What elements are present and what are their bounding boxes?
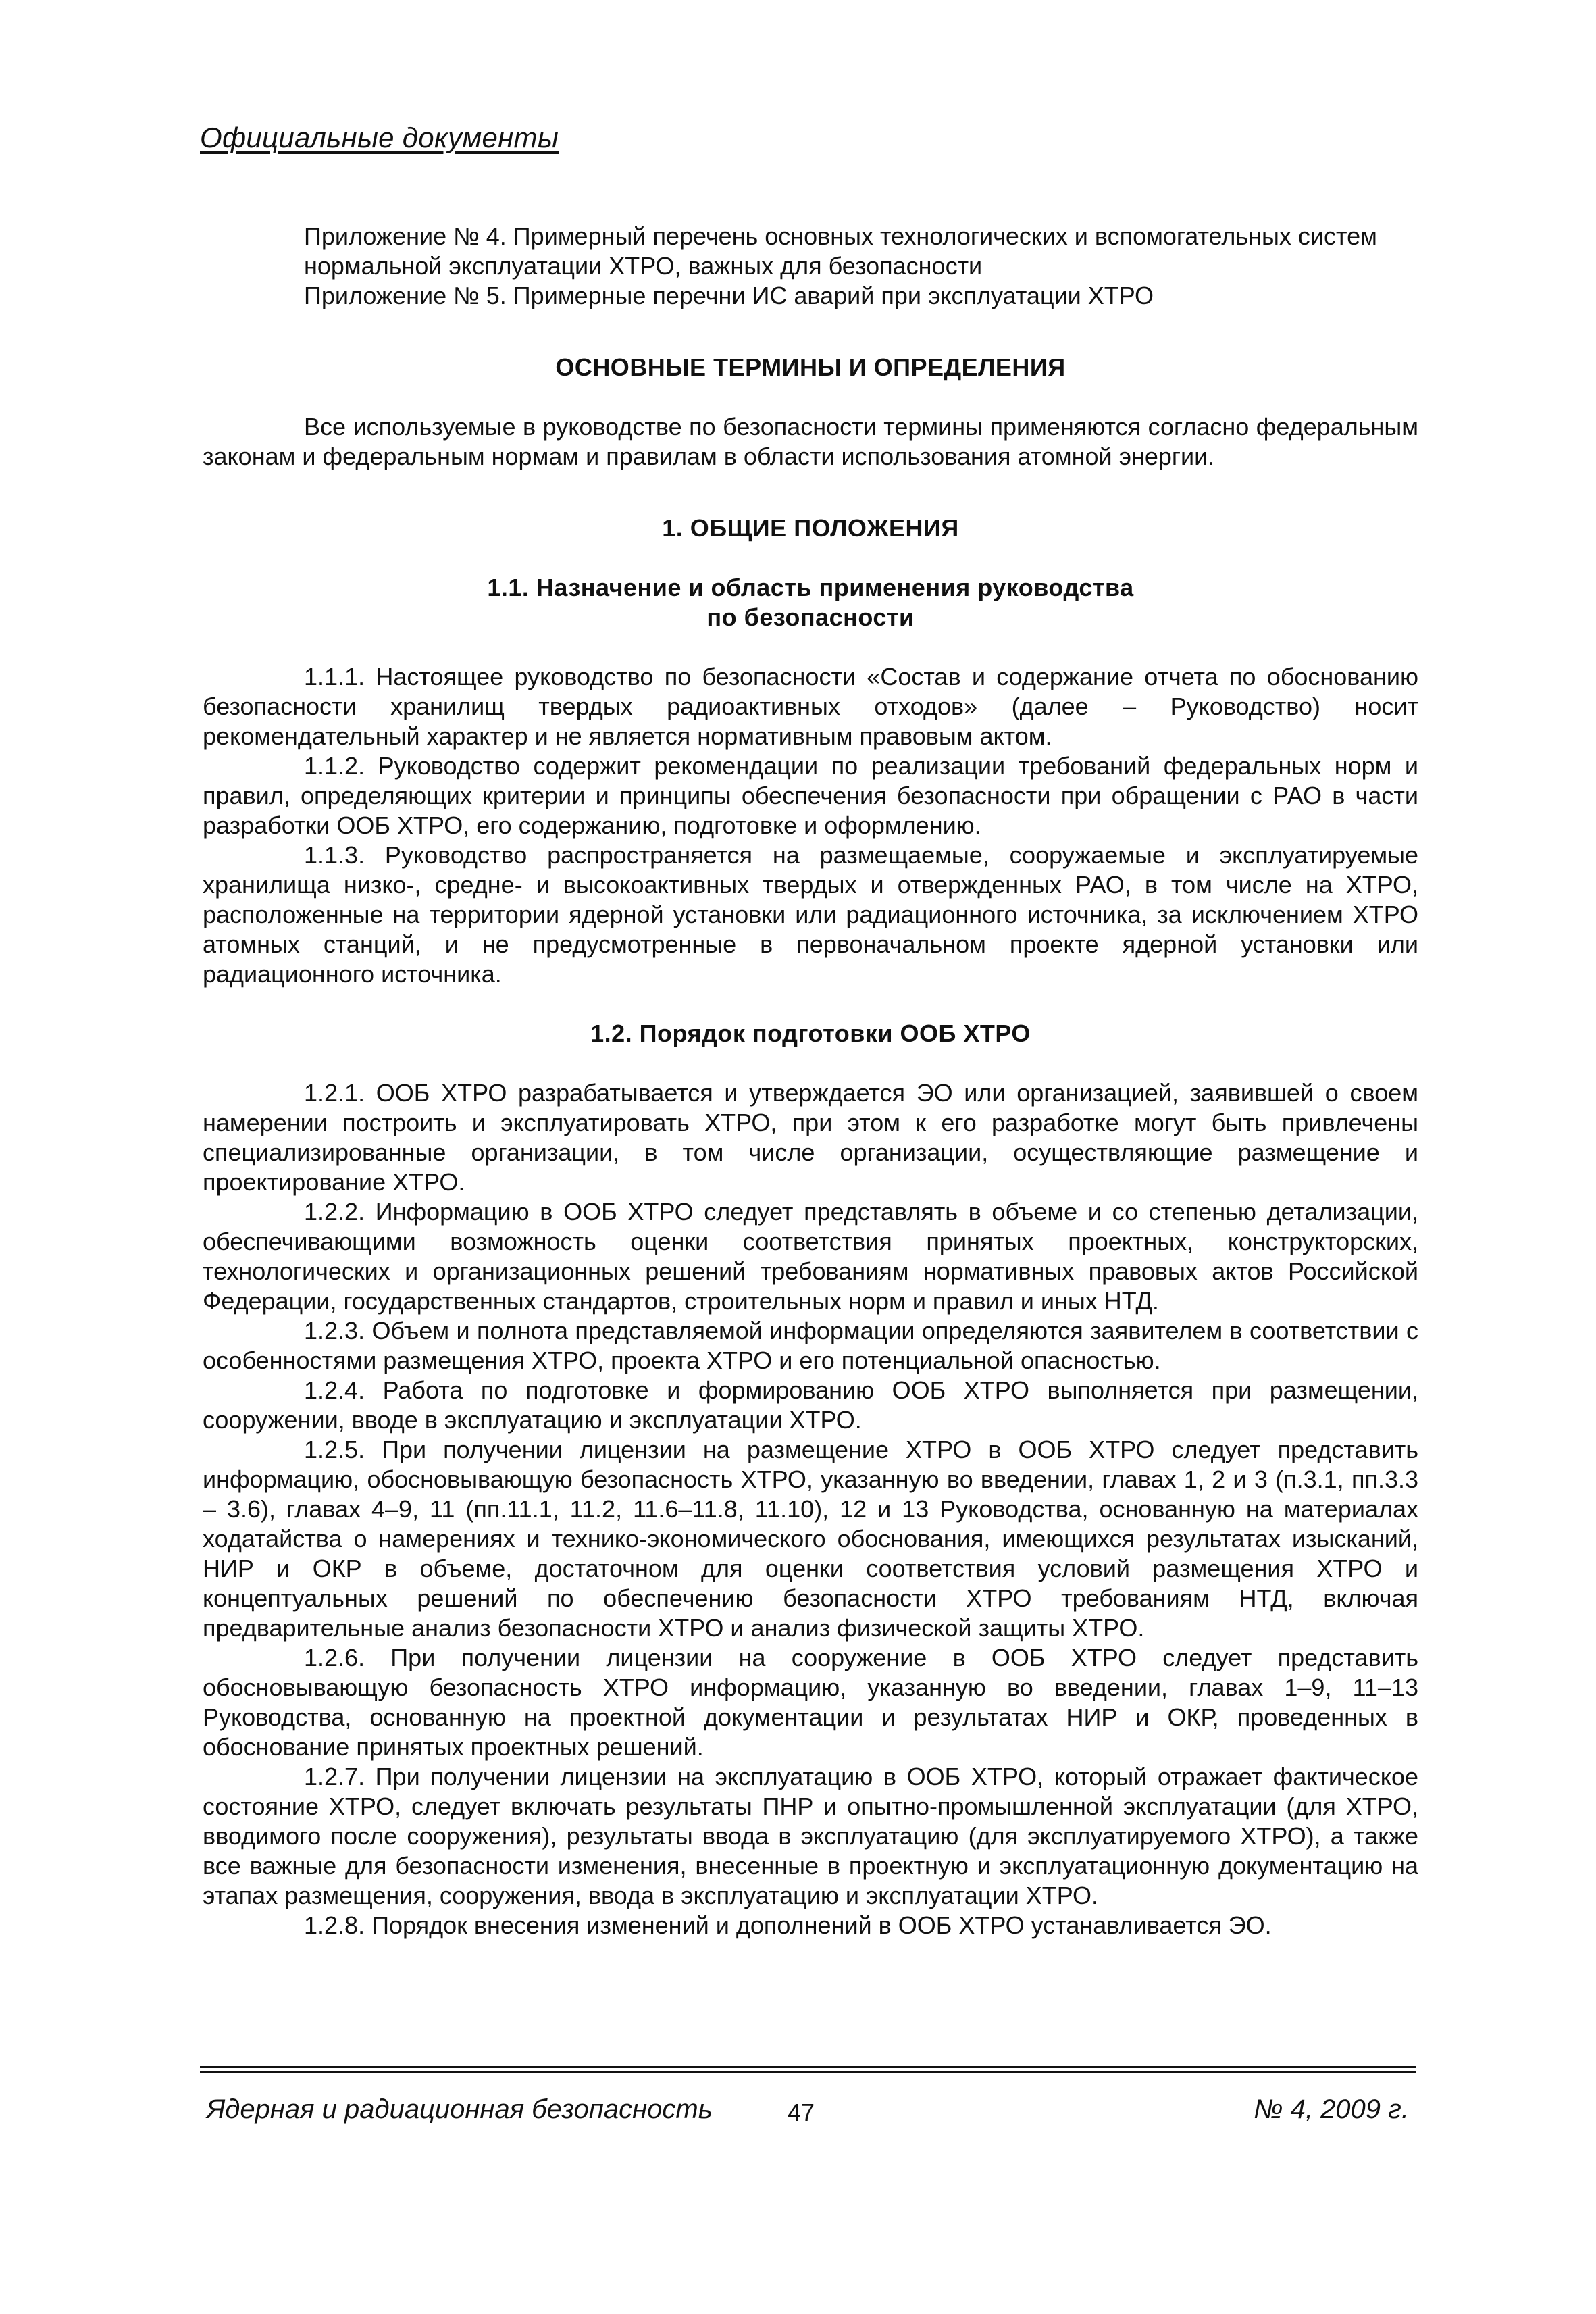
subsection-1-1-heading [203, 573, 1418, 632]
paragraph-1-1-1: 1.1.1. Настоящее руководство по безопасности «Состав и содержание отчета по обоснованию безопасности хранилищ твердых радиоактивных отходов» (далее – Руководство) носит рекомендательный характер и не является нормативным правовым актом. [203, 663, 1418, 750]
paragraph-1-2-2: 1.2.2. Информацию в ООБ ХТРО следует представлять в объеме и со степенью детализации, обеспечивающими возможность оценки соответствия принятых проектных, конструкторских, технологических и организационных решений требованиям нормативных правовых актов Российской Федерации, государственных стандартов, строительных норм и правил и иных НТД. [203, 1198, 1418, 1315]
journal-title: Ядерная и радиационная безопасность [207, 2094, 713, 2124]
paragraph-1-1-2: 1.1.2. Руководство содержит рекомендации по реализации требований федеральных норм и правил, определяющих критерии и принципы обеспечения безопасности при обращении с РАО в части разработки ООБ ХТРО, его содержанию, подготовке и оформлению. [203, 752, 1418, 839]
terms-heading: ОСНОВНЫЕ ТЕРМИНЫ И ОПРЕДЕЛЕНИЯ [555, 353, 1066, 381]
terms-paragraph: Все используемые в руководстве по безопасности термины применяются согласно федеральным законам и федеральным нормам и правилам в области использования атомной энергии. [203, 413, 1418, 470]
paragraph-1-2-3: 1.2.3. Объем и полнота представляемой информации определяются заявителем в соответствии с особенностями размещения ХТРО, проекта ХТРО и его потенциальной опасностью. [203, 1317, 1418, 1374]
paragraph-1-2-4: 1.2.4. Работа по подготовке и формированию ООБ ХТРО выполняется при размещении, сооружении, вводе в эксплуатацию и эксплуатации ХТРО. [203, 1376, 1418, 1434]
page-number: 47 [788, 2098, 815, 2126]
appendix-item: Приложение № 4. Примерный перечень основных технологических и вспомогательных систем нормальной эксплуатации ХТРО, важных для безопасности [304, 222, 1377, 280]
appendix-item: Приложение № 5. Примерные перечни ИС аварий при эксплуатации ХТРО [304, 282, 1154, 309]
footer-divider [200, 2066, 1416, 2068]
issue-number: № 4, 2009 г. [1254, 2094, 1409, 2124]
paragraph-1-2-8: 1.2.8. Порядок внесения изменений и дополнений в ООБ ХТРО устанавливается ЭО. [304, 1911, 1272, 1939]
running-header: Официальные документы [200, 122, 559, 153]
appendix-list [304, 222, 1418, 311]
paragraph-1-2-7: 1.2.7. При получении лицензии на эксплуатацию в ООБ ХТРО, который отражает фактическое состояние ХТРО, следует включать результаты ПНР и опытно-промышленной эксплуатации (для ХТРО, вводимого после сооружения), результаты ввода в эксплуатацию (для эксплуатируемого ХТРО), а также все важные для безопасности изменения, внесенные в проектную и эксплуатационную документацию на этапах размещения, сооружения, ввода в эксплуатацию и эксплуатации ХТРО. [203, 1763, 1418, 1909]
subsection-heading-line: по безопасности [706, 603, 915, 631]
subsection-heading-line: 1.1. Назначение и область применения руководства [487, 574, 1134, 601]
paragraph-1-1-3: 1.1.3. Руководство распространяется на размещаемые, сооружаемые и эксплуатируемые хранилища низко-, средне- и высокоактивных твердых и отвержденных РАО, в том числе на ХТРО, расположенные на территории ядерной установки или радиационного источника, за исключением ХТРО атомных станций, и не предусмотренные в первоначальном проекте ядерной установки или радиационного источника. [203, 841, 1418, 988]
section-1-heading: 1. ОБЩИЕ ПОЛОЖЕНИЯ [662, 514, 959, 542]
subsection-1-2-heading: 1.2. Порядок подготовки ООБ ХТРО [590, 1020, 1031, 1047]
paragraph-1-2-5: 1.2.5. При получении лицензии на размещение ХТРО в ООБ ХТРО следует представить информацию, обосновывающую безопасность ХТРО, указанную во введении, главах 1, 2 и 3 (п.3.1, пп.3.3 – 3.6), главах 4–9, 11 (пп.11.1, 11.2, 11.6–11.8, 11.10), 12 и 13 Руководства, основанную на материалах ходатайства о намерениях и технико-экономического обоснования, имеющихся результатах изысканий, НИР и ОКР в объеме, достаточном для оценки соответствия условий размещения ХТРО и концептуальных решений по обеспечению безопасности ХТРО требованиям НТД, включая предварительные анализ безопасности ХТРО и анализ физической защиты ХТРО. [203, 1436, 1418, 1642]
footer-divider [200, 2071, 1416, 2073]
document-body [203, 222, 1418, 1940]
page-footer [200, 2094, 1416, 2128]
paragraph-1-2-1: 1.2.1. ООБ ХТРО разрабатывается и утверждается ЭО или организацией, заявившей о своем намерении построить и эксплуатировать ХТРО, при этом к его разработке могут быть привлечены специализированные организации, в том числе организации, осуществляющие размещение и проектирование ХТРО. [203, 1079, 1418, 1196]
paragraph-1-2-6: 1.2.6. При получении лицензии на сооружение в ООБ ХТРО следует представить обосновывающую безопасность ХТРО информацию, указанную во введении, главах 1–9, 11–13 Руководства, основанную на проектной документации и результатах НИР и ОКР, проведенных в обоснование принятых проектных решений. [203, 1644, 1418, 1761]
